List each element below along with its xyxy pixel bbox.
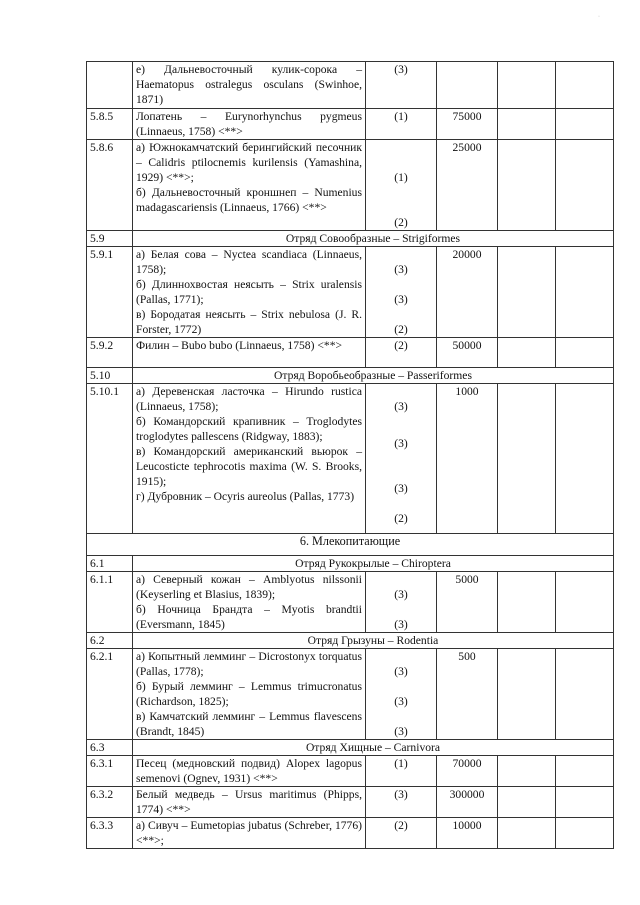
category-value: (1) xyxy=(394,171,408,184)
species-item: а) Северный кожан – Amblyotus nilssonii (Keyserling et Blasius, 1839); xyxy=(136,573,362,601)
value-cell: 500 xyxy=(437,649,498,740)
row-number: 5.10.1 xyxy=(87,384,133,534)
species-item: в) Бородатая неясыть – Strix nebulosa (J. R. Forster, 1772) xyxy=(136,308,362,336)
category-value: (3) xyxy=(394,618,408,631)
table-row xyxy=(87,231,614,247)
species-item: б) Ночница Брандта – Myotis brandtii (Eversmann, 1845) xyxy=(136,603,362,631)
species-description xyxy=(133,649,366,740)
category-cell: (1) xyxy=(366,756,437,787)
empty-cell xyxy=(498,384,556,534)
order-heading: Отряд Совообразные – Strigiformes xyxy=(133,231,614,247)
empty-cell xyxy=(498,109,556,140)
category-value: (3) xyxy=(394,293,408,306)
species-description xyxy=(133,247,366,338)
order-heading: Отряд Хищные – Carnivora xyxy=(133,740,614,756)
category-cell xyxy=(366,140,437,231)
species-description xyxy=(133,384,366,534)
row-number: 6.3.1 xyxy=(87,756,133,787)
empty-cell xyxy=(556,109,614,140)
row-number: 6.1 xyxy=(87,556,133,572)
order-heading: Отряд Воробьеобразные – Passeriformes xyxy=(133,368,614,384)
category-cell: (3) xyxy=(366,787,437,818)
species-item: б) Командорский крапивник – Troglodytes troglodytes pallescens (Ridgway, 1883); xyxy=(136,415,362,443)
category-value: (3) xyxy=(394,400,408,413)
empty-cell xyxy=(498,649,556,740)
empty-cell xyxy=(556,338,614,368)
value-cell: 300000 xyxy=(437,787,498,818)
table-row xyxy=(87,384,614,534)
category-value: (3) xyxy=(394,437,408,450)
page-corner-mark: · xyxy=(598,14,600,20)
category-value: (2) xyxy=(394,323,408,336)
value-cell xyxy=(437,62,498,109)
empty-cell xyxy=(556,140,614,231)
value-cell: 75000 xyxy=(437,109,498,140)
value-cell: 1000 xyxy=(437,384,498,534)
empty-cell xyxy=(556,787,614,818)
section-heading: 6. Млекопитающие xyxy=(87,534,614,556)
species-item: в) Камчатский лемминг – Lemmus flavescens (Brandt, 1845) xyxy=(136,710,362,738)
empty-cell xyxy=(498,140,556,231)
species-description: Песец (медновский подвид) Alopex lagopus semenovi (Ognev, 1931) <**> xyxy=(133,756,366,787)
species-item: б) Дальневосточный кроншнеп – Numenius madagascariensis (Linnaeus, 1766) <**> xyxy=(136,186,362,214)
empty-cell xyxy=(498,247,556,338)
species-item: б) Бурый лемминг – Lemmus trimucronatus (Richardson, 1825); xyxy=(136,680,362,708)
category-value: (3) xyxy=(394,695,408,708)
category-cell xyxy=(366,649,437,740)
value-cell: 10000 xyxy=(437,818,498,849)
empty-cell xyxy=(498,787,556,818)
table-row xyxy=(87,140,614,231)
row-number: 5.9 xyxy=(87,231,133,247)
table-row xyxy=(87,818,614,849)
species-description: Лопатень – Eurynorhynchus pygmeus (Linnaeus, 1758) <**> xyxy=(133,109,366,140)
species-description: е) Дальневосточный кулик-сорока – Haematopus ostralegus osculans (Swinhoe, 1871) xyxy=(133,62,366,109)
category-value: (3) xyxy=(394,482,408,495)
table-row xyxy=(87,62,614,109)
category-value: (2) xyxy=(394,512,408,525)
row-number: 5.8.5 xyxy=(87,109,133,140)
empty-cell xyxy=(556,756,614,787)
empty-cell xyxy=(498,756,556,787)
value-cell: 50000 xyxy=(437,338,498,368)
species-item: а) Южнокамчатский берингийский песочник – Calidris ptilocnemis kurilensis (Yamashina, 1929) <**>; xyxy=(136,141,362,184)
category-cell xyxy=(366,384,437,534)
value-cell: 5000 xyxy=(437,572,498,633)
category-value: (3) xyxy=(394,725,408,738)
empty-cell xyxy=(498,62,556,109)
species-item: а) Деревенская ласточка – Hirundo rustica (Linnaeus, 1758); xyxy=(136,385,362,413)
table-row xyxy=(87,368,614,384)
empty-cell xyxy=(556,572,614,633)
empty-cell xyxy=(498,338,556,368)
category-cell: (2) xyxy=(366,338,437,368)
row-number: 5.9.2 xyxy=(87,338,133,368)
species-description xyxy=(133,140,366,231)
table-row xyxy=(87,556,614,572)
species-item: а) Копытный лемминг – Dicrostonyx torquatus (Pallas, 1778); xyxy=(136,650,362,678)
species-item: в) Командорский американский вьюрок – Leucosticte tephrocotis maxima (W. S. Brooks, 1915); xyxy=(136,445,362,488)
empty-cell xyxy=(556,818,614,849)
category-cell: (2) xyxy=(366,818,437,849)
table-row xyxy=(87,572,614,633)
table-row xyxy=(87,787,614,818)
row-number: 6.1.1 xyxy=(87,572,133,633)
species-description: Филин – Bubo bubo (Linnaeus, 1758) <**> xyxy=(133,338,366,368)
row-number: 6.2 xyxy=(87,633,133,649)
species-item: а) Белая сова – Nyctea scandiaca (Linnaeus, 1758); xyxy=(136,248,362,276)
category-cell: (3) xyxy=(366,62,437,109)
table-row xyxy=(87,534,614,556)
table-row xyxy=(87,247,614,338)
table-row xyxy=(87,756,614,787)
category-cell: (1) xyxy=(366,109,437,140)
order-heading: Отряд Рукокрылые – Chiroptera xyxy=(133,556,614,572)
category-value: (3) xyxy=(394,665,408,678)
table-row xyxy=(87,649,614,740)
empty-cell xyxy=(556,247,614,338)
empty-cell xyxy=(556,62,614,109)
value-cell: 25000 xyxy=(437,140,498,231)
table-row xyxy=(87,109,614,140)
species-description: Белый медведь – Ursus maritimus (Phipps, 1774) <**> xyxy=(133,787,366,818)
species-table xyxy=(86,61,614,849)
empty-cell xyxy=(556,649,614,740)
category-value: (2) xyxy=(394,216,408,229)
row-number: 6.2.1 xyxy=(87,649,133,740)
empty-cell xyxy=(498,818,556,849)
value-cell: 20000 xyxy=(437,247,498,338)
row-number: 5.8.6 xyxy=(87,140,133,231)
row-number: 5.9.1 xyxy=(87,247,133,338)
table-row xyxy=(87,338,614,368)
category-cell xyxy=(366,572,437,633)
category-value: (3) xyxy=(394,263,408,276)
table-row xyxy=(87,740,614,756)
row-number: 5.10 xyxy=(87,368,133,384)
category-value: (3) xyxy=(394,588,408,601)
row-number: 6.3.2 xyxy=(87,787,133,818)
value-cell: 70000 xyxy=(437,756,498,787)
category-cell xyxy=(366,247,437,338)
table-row xyxy=(87,633,614,649)
species-item: б) Длиннохвостая неясыть – Strix uralensis (Pallas, 1771); xyxy=(136,278,362,306)
species-description: а) Сивуч – Eumetopias jubatus (Schreber, 1776) <**>; xyxy=(133,818,366,849)
empty-cell xyxy=(556,384,614,534)
row-number: 6.3 xyxy=(87,740,133,756)
species-description xyxy=(133,572,366,633)
species-item: г) Дубровник – Ocyris aureolus (Pallas, 1773) xyxy=(136,490,355,503)
order-heading: Отряд Грызуны – Rodentia xyxy=(133,633,614,649)
empty-cell xyxy=(498,572,556,633)
row-number xyxy=(87,62,133,109)
row-number: 6.3.3 xyxy=(87,818,133,849)
